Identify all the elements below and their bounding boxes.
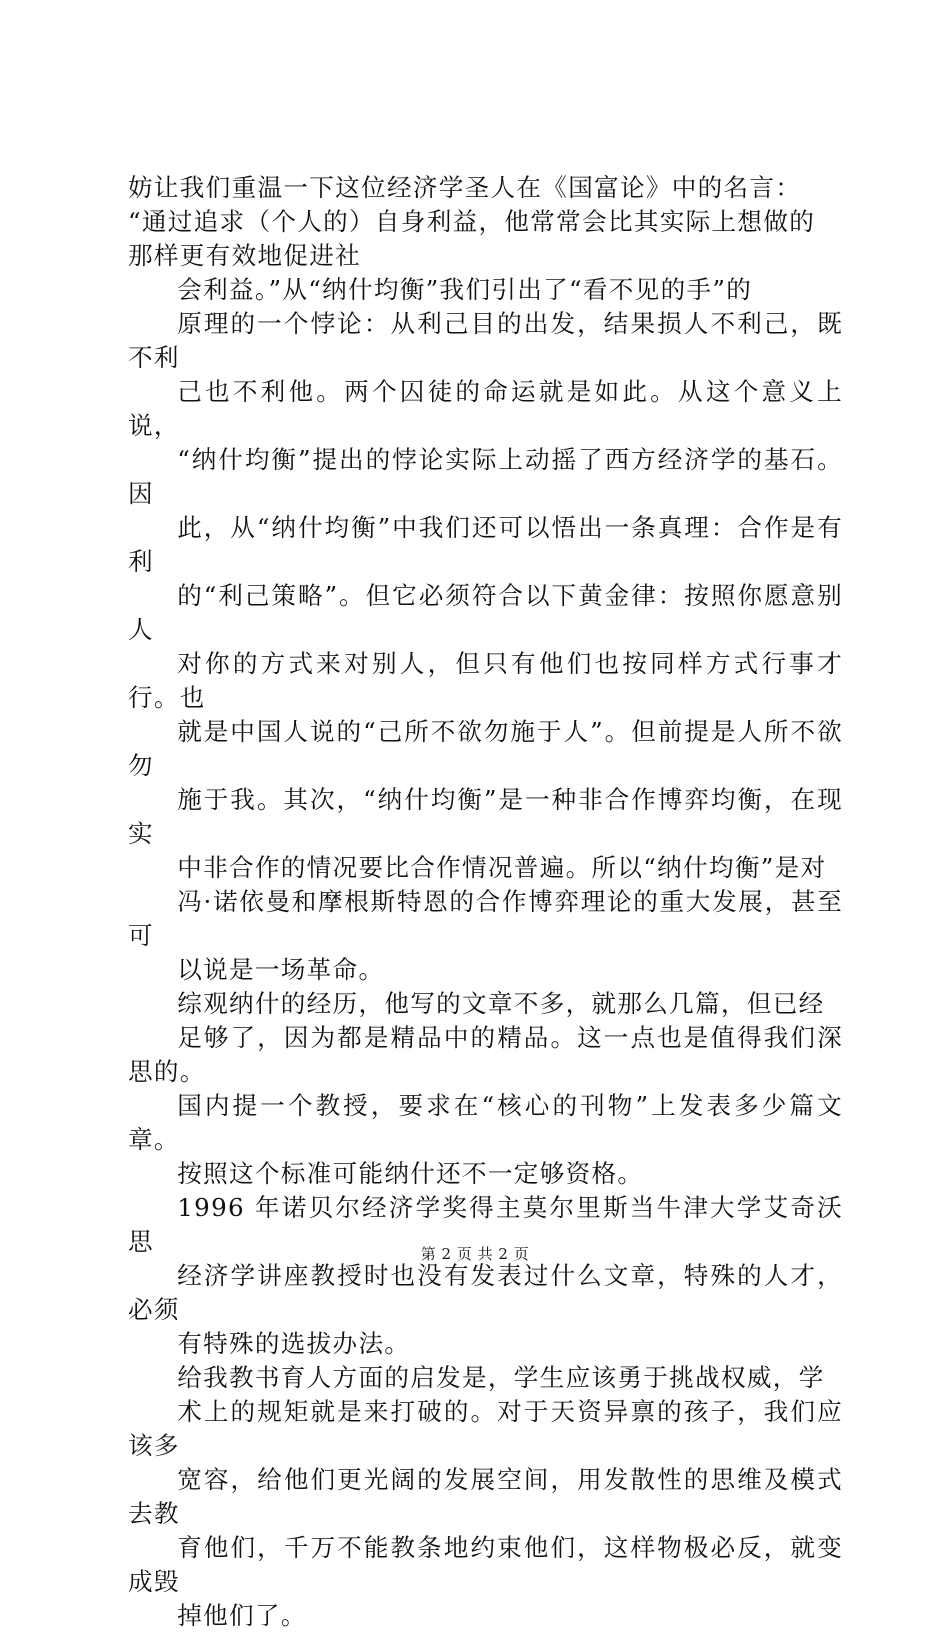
text-line: 宽容，给他们更光阔的发展空间，用发散性的思维及模式去教	[128, 1465, 843, 1528]
text-line: 对你的方式来对别人，但只有他们也按同样方式行事才行。也	[128, 649, 843, 712]
paragraph	[128, 171, 843, 273]
text-line: 给我教书育人方面的启发是，学生应该勇于挑战权威，学	[177, 1363, 825, 1392]
text-line: 经济学讲座教授时也没有发表过什么文章，特殊的人才，必须	[128, 1261, 843, 1324]
text-line: 育他们，千万不能教条地约束他们，这样物极必反，就变成毁	[128, 1533, 843, 1596]
paragraph	[128, 1191, 843, 1361]
text-line: 原理的一个悖论：从利己目的出发，结果损人不利己，既不利	[128, 309, 843, 372]
text-line: 综观纳什的经历，他写的文章不多，就那么几篇，但已经	[177, 989, 825, 1018]
text-line: “通过追求（个人的）自身利益，他常常会比其实际上想做的	[128, 207, 816, 236]
text-line: 己也不利他。两个囚徒的命运就是如此。从这个意义上说，	[128, 377, 843, 440]
text-line: 中非合作的情况要比合作情况普遍。所以“纳什均衡”是对	[177, 853, 827, 882]
paragraph	[128, 987, 843, 1191]
document-body	[128, 171, 843, 1633]
text-line: 那样更有效地促进社	[128, 241, 362, 270]
text-line: 会利益。”从“纳什均衡”我们引出了“看不见的手”的	[177, 275, 753, 304]
text-line: 术上的规矩就是来打破的。对于天资异禀的孩子，我们应该多	[128, 1397, 843, 1460]
paragraph	[128, 273, 843, 987]
text-line: 冯·诺依曼和摩根斯特恩的合作博弈理论的重大发展，甚至可	[128, 887, 843, 950]
page-footer: 第 2 页 共 2 页	[420, 1245, 530, 1263]
text-line: 1996 年诺贝尔经济学奖得主莫尔里斯当牛津大学艾奇沃思	[128, 1193, 843, 1256]
text-line: 此，从“纳什均衡”中我们还可以悟出一条真理：合作是有利	[128, 513, 843, 576]
text-line: 施于我。其次，“纳什均衡”是一种非合作博弈均衡，在现实	[128, 785, 843, 848]
text-line: “纳什均衡”提出的悖论实际上动摇了西方经济学的基石。因	[128, 445, 843, 508]
text-line: 国内提一个教授，要求在“核心的刊物”上发表多少篇文章。	[128, 1091, 843, 1154]
text-line: 的“利己策略”。但它必须符合以下黄金律：按照你愿意别人	[128, 581, 843, 644]
text-line: 足够了，因为都是精品中的精品。这一点也是值得我们深思的。	[128, 1023, 843, 1086]
text-line: 有特殊的选拔办法。	[177, 1329, 411, 1358]
text-line: 掉他们了。	[177, 1601, 307, 1630]
text-line: 就是中国人说的“己所不欲勿施于人”。但前提是人所不欲勿	[128, 717, 843, 780]
paragraph	[128, 1361, 843, 1633]
text-line: 以说是一场革命。	[177, 955, 385, 984]
text-line: 妨让我们重温一下这位经济学圣人在《国富论》中的名言：	[128, 173, 802, 202]
text-line: 按照这个标准可能纳什还不一定够资格。	[177, 1159, 644, 1188]
